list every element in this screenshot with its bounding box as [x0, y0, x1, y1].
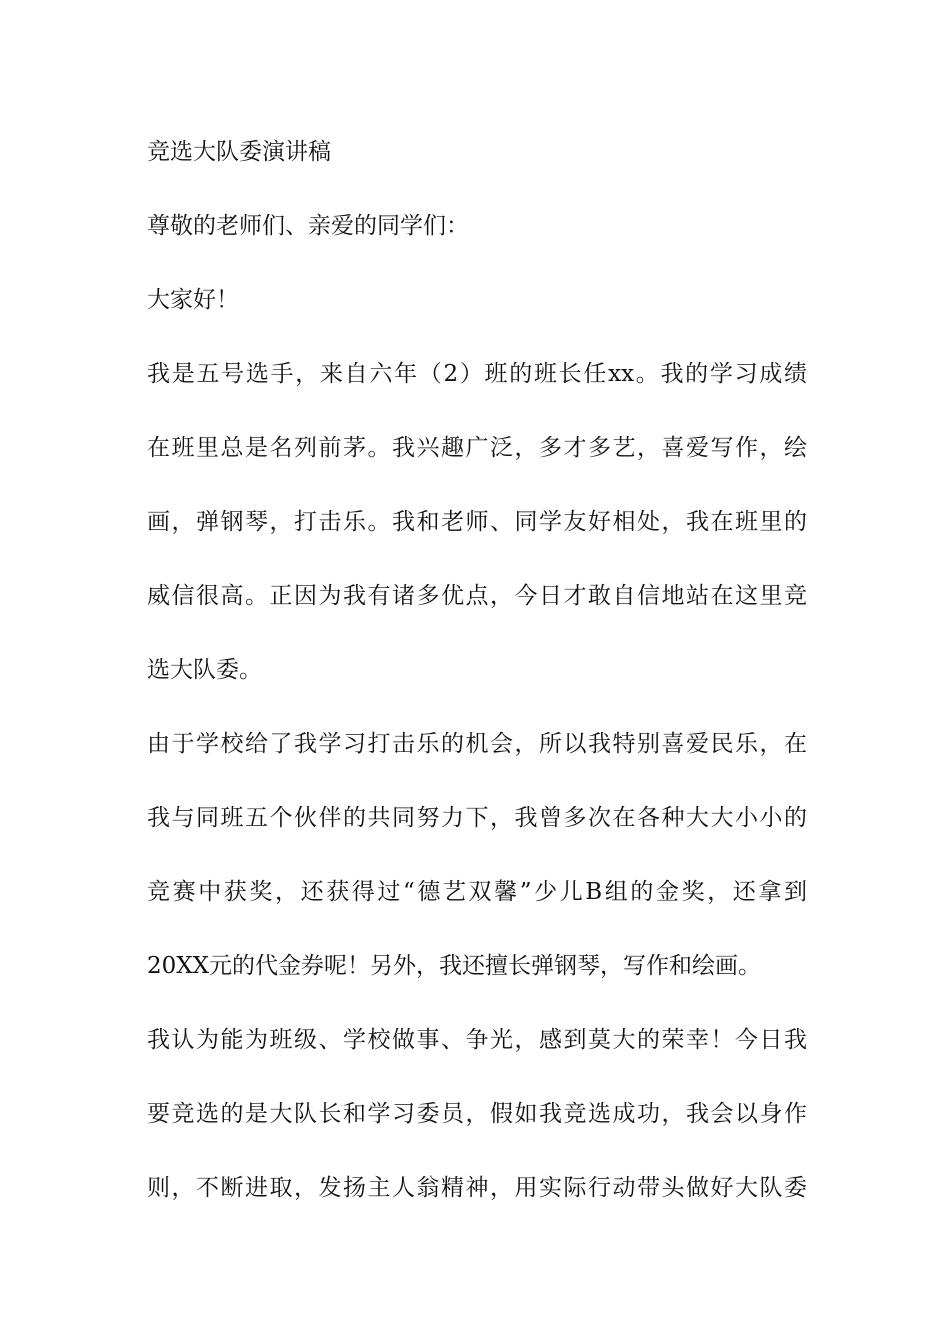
document-title: 竞选大队委演讲稿 [147, 139, 331, 165]
paragraph-2-line-2: 我与同班五个伙伴的共同努力下，我曾多次在各种大大小小的 [147, 805, 807, 831]
paragraph-3-line-2: 要竞选的是大队长和学习委员，假如我竞选成功，我会以身作 [147, 1101, 807, 1127]
paragraph-1-line-2: 在班里总是名列前茅。我兴趣广泛，多才多艺，喜爱写作，绘 [147, 435, 807, 461]
paragraph-2-line-3: 竞赛中获奖，还获得过“德艺双馨”少儿B组的金奖，还拿到 [147, 879, 807, 905]
paragraph-3-line-3: 则，不断进取，发扬主人翁精神，用实际行动带头做好大队委 [147, 1175, 807, 1201]
paragraph-2-line-1: 由于学校给了我学习打击乐的机会，所以我特别喜爱民乐，在 [147, 731, 807, 757]
paragraph-1-line-1: 我是五号选手，来自六年（2）班的班长任xx。我的学习成绩 [147, 361, 807, 387]
paragraph-3-line-1: 我认为能为班级、学校做事、争光，感到莫大的荣幸！今日我 [147, 1027, 807, 1053]
salutation: 尊敬的老师们、亲爱的同学们： [147, 213, 469, 239]
paragraph-1-line-5: 选大队委。 [147, 657, 262, 683]
document-body [147, 130, 807, 1240]
paragraph-2-line-4: 20XX元的代金券呢！另外，我还擅长弹钢琴，写作和绘画。 [147, 953, 762, 979]
paragraph-1-line-4: 威信很高。正因为我有诸多优点，今日才敢自信地站在这里竞 [147, 583, 807, 609]
paragraph-1-line-3: 画，弹钢琴，打击乐。我和老师、同学友好相处，我在班里的 [147, 509, 807, 535]
greeting: 大家好！ [147, 287, 239, 313]
